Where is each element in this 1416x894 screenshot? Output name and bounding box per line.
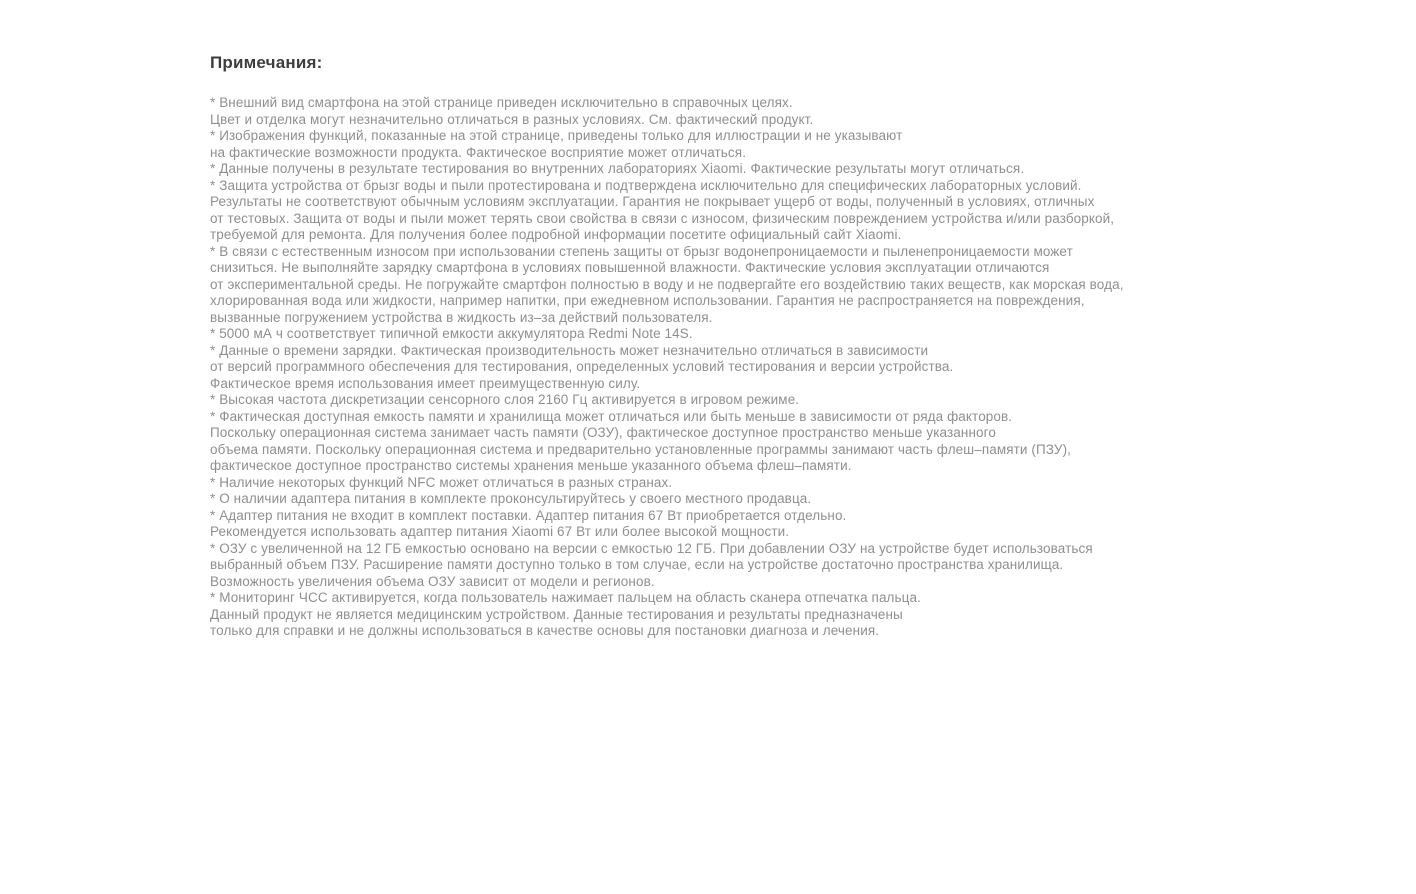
note-line: вызванные погружением устройства в жидкость из–за действий пользователя.: [210, 309, 713, 325]
note-line: * О наличии адаптера питания в комплекте проконсультируйтесь у своего местного продавца.: [210, 491, 812, 506]
note-line: от тестовых. Защита от воды и пыли может терять свои свойства в связи с износом, физическим повреждением устройства и/или разборкой,: [210, 210, 1115, 226]
note-line: Поскольку операционная система занимает часть памяти (ОЗУ), фактическое доступное пространство меньше указанного: [210, 425, 996, 440]
note-line: * Данные получены в результате тестирования во внутренних лабораториях Xiaomi. Фактические результаты могут отличаться.: [210, 161, 1025, 176]
notes-section: [210, 53, 1200, 640]
note-line: хлорированная вода или жидкости, например напитки, при ежедневном использовании. Гарантия не распространяется на повреждения,: [210, 293, 1085, 308]
note-line: от версий программного обеспечения для тестирования, определенных условий тестирования и версии устройства.: [210, 359, 954, 374]
note-line: выбранный объем ПЗУ. Расширение памяти доступно только в том случае, если на устройстве достаточно пространства хранилища.: [210, 557, 1064, 572]
note-line: * Внешний вид смартфона на этой странице приведен исключительно в справочных целях.: [210, 95, 793, 110]
note-line: * Адаптер питания не входит в комплект поставки. Адаптер питания 67 Вт приобретается отдельно.: [210, 507, 847, 523]
note-line: только для справки и не должны использоваться в качестве основы для постановки диагноза и лечения.: [210, 623, 880, 638]
note-line: * В связи с естественным износом при использовании степень защиты от брызг водонепроницаемости и пыленепроницаемости может: [210, 243, 1073, 259]
notes-text: [210, 95, 1200, 640]
note-line: * Мониторинг ЧСС активируется, когда пользователь нажимает пальцем на область сканера отпечатка пальца.: [210, 590, 921, 605]
note-line: Цвет и отделка могут незначительно отличаться в разных условиях. См. фактический продукт.: [210, 111, 814, 127]
note-line: * Фактическая доступная емкость памяти и хранилища может отличаться или быть меньше в зависимости от ряда факторов.: [210, 408, 1013, 424]
note-line: * Высокая частота дискретизации сенсорного слоя 2160 Гц активируется в игровом режиме.: [210, 392, 800, 407]
note-line: Данный продукт не является медицинским устройством. Данные тестирования и результаты предназначены: [210, 606, 903, 622]
note-line: Результаты не соответствуют обычным условиям эксплуатации. Гарантия не покрывает ущерб от воды, полученный в условиях, отличных: [210, 194, 1095, 209]
note-line: на фактические возможности продукта. Фактическое восприятие может отличаться.: [210, 144, 747, 160]
note-line: Возможность увеличения объема ОЗУ зависит от модели и регионов.: [210, 573, 655, 589]
note-line: фактическое доступное пространство системы хранения меньше указанного объема флеш–памяти.: [210, 458, 852, 473]
note-line: объема памяти. Поскольку операционная система и предварительно установленные программы занимают часть флеш–памяти (ПЗУ),: [210, 441, 1072, 457]
note-line: * Наличие некоторых функций NFC может отличаться в разных странах.: [210, 474, 673, 490]
note-line: Рекомендуется использовать адаптер питания Xiaomi 67 Вт или более высокой мощности.: [210, 524, 790, 539]
note-line: от экспериментальной среды. Не погружайте смартфон полностью в воду и не подвергайте его воздействию таких веществ, как морская вода,: [210, 276, 1124, 292]
note-line: снизиться. Не выполняйте зарядку смартфона в условиях повышенной влажности. Фактические условия эксплуатации отличаются: [210, 260, 1050, 275]
notes-heading: Примечания:: [210, 53, 323, 72]
note-line: * ОЗУ с увеличенной на 12 ГБ емкостью основано на версии с емкостью 12 ГБ. При добавлении ОЗУ на устройстве будет использоваться: [210, 540, 1093, 556]
note-line: * 5000 мА ч соответствует типичной емкости аккумулятора Redmi Note 14S.: [210, 326, 693, 341]
note-line: требуемой для ремонта. Для получения более подробной информации посетите официальный сайт Xiaomi.: [210, 227, 902, 242]
note-line: * Данные о времени зарядки. Фактическая производительность может незначительно отличаться в зависимости: [210, 342, 929, 358]
note-line: * Защита устройства от брызг воды и пыли протестирована и подтверждена исключительно для специфических лабораторных условий.: [210, 177, 1082, 193]
note-line: * Изображения функций, показанные на этой странице, приведены только для иллюстрации и не указывают: [210, 128, 903, 143]
note-line: Фактическое время использования имеет преимущественную силу.: [210, 375, 641, 391]
